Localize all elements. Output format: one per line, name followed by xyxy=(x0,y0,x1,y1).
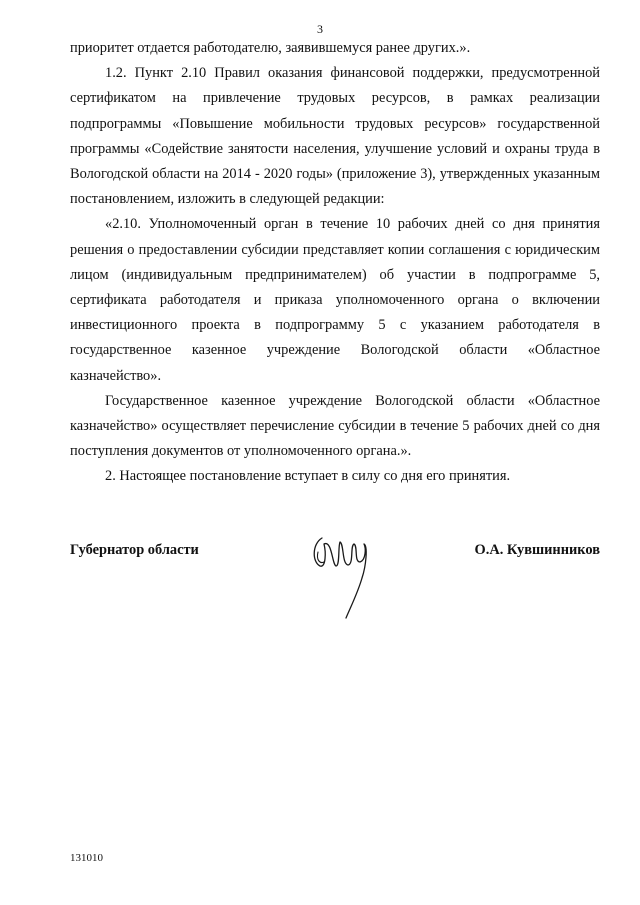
paragraph-continuation: приоритет отдается работодателю, заявившемуся ранее других.». xyxy=(70,40,471,56)
page-number: 3 xyxy=(317,22,323,36)
paragraph-effective: 2. Настоящее постановление вступает в силу со дня его принятия. xyxy=(105,468,511,485)
paragraph-clause-1-2: 1.2. Пункт 2.10 Правил оказания финансовой поддержки, предусмотренной сертификатом на привлечение трудовых ресурсов, в рамках реализации подпрограммы «Повышение мобильности трудовых ресурсов» государственной программы «Содействие занятости населения, улучшение условий и охраны труда в Вологодской области на 2014 - 2020 годы» (приложение 3), утвержденных указанным постановлением, изложить в следующей редакции: xyxy=(70,65,600,208)
handwritten-signature xyxy=(308,532,378,627)
document-body xyxy=(70,36,600,490)
signatory-name: О.А. Кувшинников xyxy=(474,542,600,558)
document-code: 131010 xyxy=(70,852,103,864)
paragraph-clause-2-10: «2.10. Уполномоченный орган в течение 10 рабочих дней со дня принятия решения о предоставлении субсидии представляет копии соглашения с юридическим лицом (индивидуальным предпринимателем) об участии в подпрограмме 5, сертификата работодателя и приказа уполномоченного органа о включении инвестиционного проекта в подпрограмму 5 с указанием работодателя в государственное казенное учреждение Вологодской области «Областное казначейство». xyxy=(70,216,600,384)
paragraph-treasury: Государственное казенное учреждение Вологодской области «Областное казначейство» осуществляет перечисление субсидии в течение 5 рабочих дней со дня поступления документов от уполномоченного органа.». xyxy=(70,392,600,460)
signatory-position: Губернатор области xyxy=(70,542,199,558)
signature-block xyxy=(70,542,600,632)
